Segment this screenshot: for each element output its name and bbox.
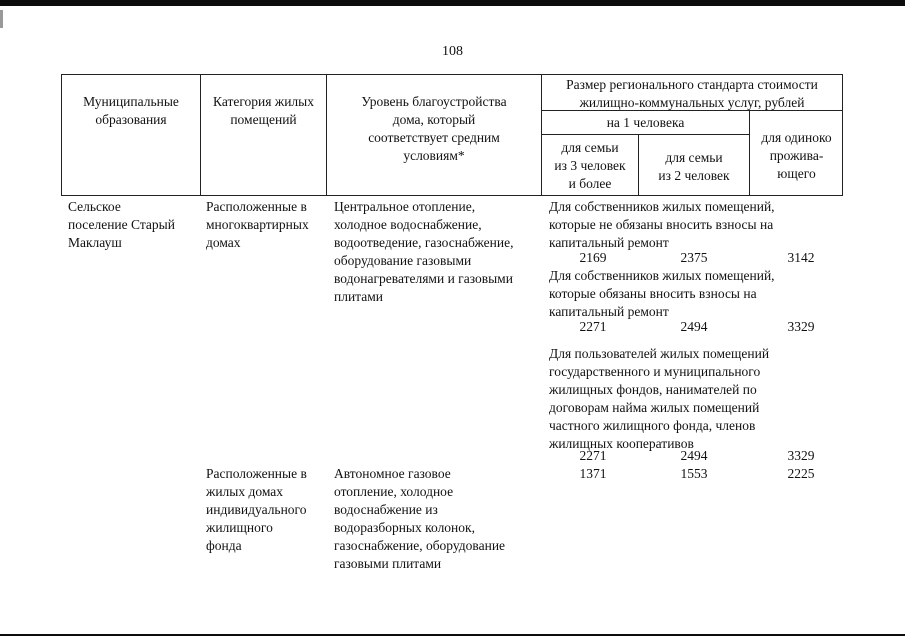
left-edge-mark [0,10,3,28]
municipality-name: Сельское поселение Старый Маклауш [68,199,175,250]
header-municipality: Муниципальные образования [83,94,179,127]
value-single: 3329 [787,319,815,334]
value-family-3: 1371 [579,466,607,481]
value-family-2: 2494 [680,319,708,334]
value-single: 2225 [787,466,815,481]
value-single: 3329 [787,448,815,463]
value-family-2: 2494 [680,448,708,463]
value-family-3: 2169 [579,250,607,265]
top-border [0,0,905,6]
bottom-border [0,634,905,636]
header-category: Категория жилых помещений [213,94,314,127]
page-number: 108 [442,44,463,59]
amenities-individual-houses: Автономное газовое отопление, холодное водоснабжение из водоразборных колонок, газоснабжение, оборудование газовыми плитами [334,466,506,571]
group-owners-contribution-label: Для собственников жилых помещений, которые обязаны вносить взносы на капитальный ремонт [549,268,775,319]
value-family-3: 2271 [579,448,607,463]
group-owners-no-contribution-label: Для собственников жилых помещений, которые не обязаны вносить взносы на капитальный ремонт [549,199,775,250]
header-single: для одиноко прожива- ющего [761,130,832,181]
header-family-2: для семьи из 2 человек [658,150,730,183]
header-standard-size: Размер регионального стандарта стоимости жилищно-коммунальных услуг, рублей [566,77,818,110]
value-family-2: 1553 [680,466,708,481]
value-single: 3142 [787,250,815,265]
amenities-apartment-buildings: Центральное отопление, холодное водоснабжение, водоотведение, газоснабжение, оборудование газовыми водонагревателями и газовыми плитами [334,199,514,304]
group-tenants-label: Для пользователей жилых помещений государственного и муниципального жилищных фондов, нанимателей по договорам найма жилых помещений частного жилищного фонда, членов жилищных кооперативов [549,346,770,451]
category-individual-houses: Расположенные в жилых домах индивидуального жилищного фонда [206,466,307,553]
value-family-2: 2375 [680,250,708,265]
header-family-3: для семьи из 3 человек и более [554,140,626,191]
category-apartment-buildings: Расположенные в многоквартирных домах [206,199,309,250]
header-amenities: Уровень благоустройства дома, который соответствует средним условиям* [361,94,507,163]
header-divider [541,134,749,135]
value-family-3: 2271 [579,319,607,334]
header-per-person: на 1 человека [606,115,685,130]
